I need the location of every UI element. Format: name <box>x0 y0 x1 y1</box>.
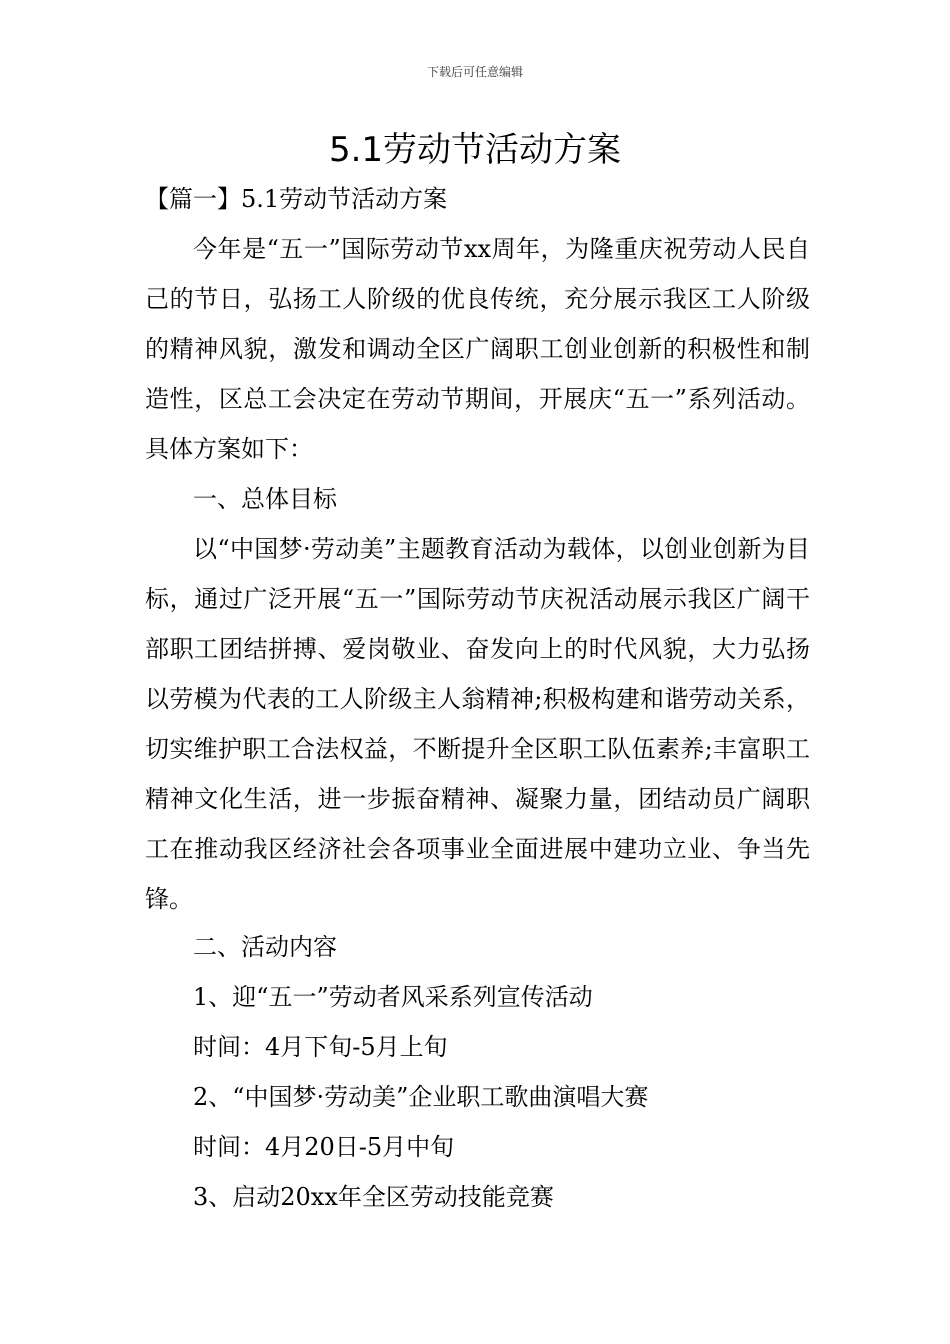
document-title: 5.1劳动节活动方案 <box>328 130 622 170</box>
page-header-note: 下载后可任意编辑 <box>426 65 523 79</box>
activity-item-1-time: 时间：4月下旬-5月上旬 <box>193 1033 448 1061</box>
intro-paragraph: 今年是“五一”国际劳动节xx周年，为隆重庆祝劳动人民自己的节日，弘扬工人阶级的优良传统，充分展示我区工人阶级的精神风貌，激发和调动全区广阔职工创业创新的积极性和制造性，区总工会决定在劳动节期间，开展庆“五一”系列活动。具体方案如下： <box>145 235 810 463</box>
activity-item-2: 2、“中国梦·劳动美”企业职工歌曲演唱大赛 <box>193 1083 649 1111</box>
heading-activity-content: 二、活动内容 <box>193 933 337 961</box>
activity-item-2-time: 时间：4月20日-5月中旬 <box>193 1133 455 1161</box>
activity-item-3: 3、启动20xx年全区劳动技能竞赛 <box>193 1183 554 1211</box>
heading-overall-goal: 一、总体目标 <box>193 485 337 513</box>
activity-item-1: 1、迎“五一”劳动者风采系列宣传活动 <box>193 983 593 1011</box>
section-label: 【篇一】5.1劳动节活动方案 <box>145 185 448 213</box>
goal-paragraph: 以“中国梦·劳动美”主题教育活动为载体，以创业创新为目标，通过广泛开展“五一”国际劳动节庆祝活动展示我区广阔干部职工团结拼搏、爱岗敬业、奋发向上的时代风貌，大力弘扬以劳模为代表的工人阶级主人翁精神;积极构建和谐劳动关系，切实维护职工合法权益，不断提升全区职工队伍素养;丰富职工精神文化生活，进一步振奋精神、凝聚力量，团结动员广阔职工在推动我区经济社会各项事业全面进展中建功立业、争当先锋。 <box>145 535 810 913</box>
